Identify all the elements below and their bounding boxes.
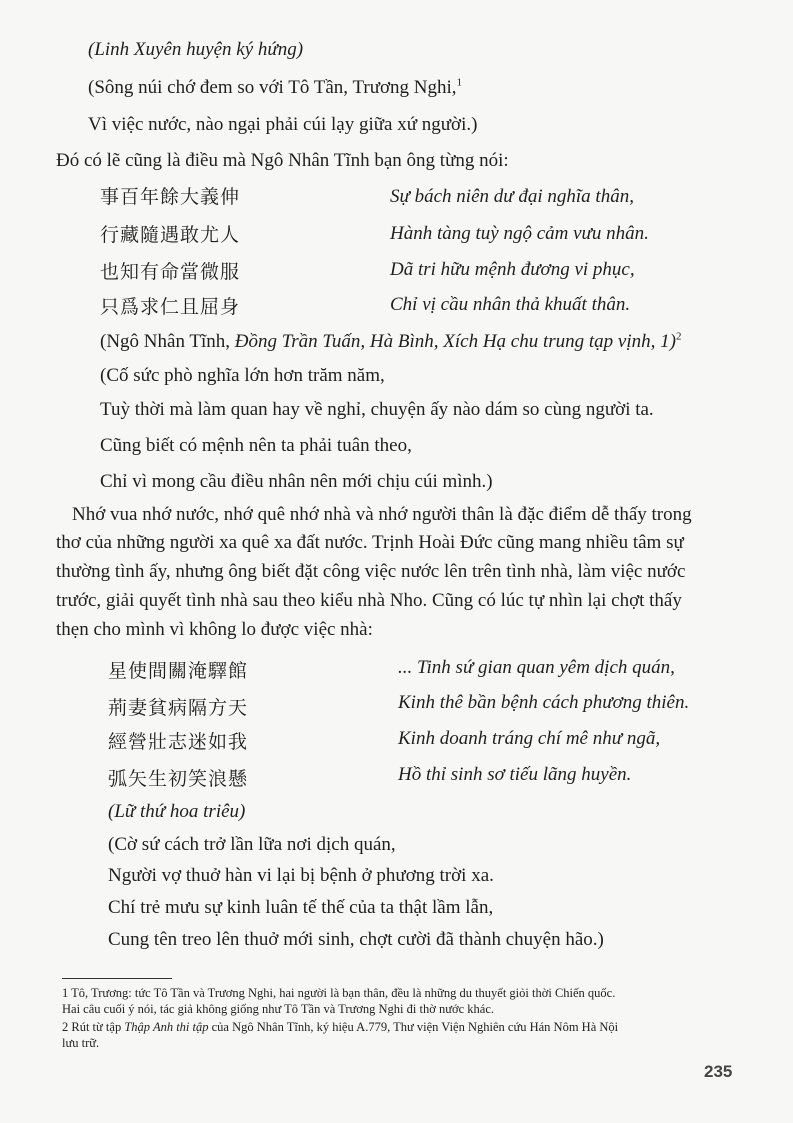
footnote-1-cont: Hai câu cuối ý nói, tác giả không giống như Tô Tần và Trương Nghi đi thờ nước khác. [62,1002,494,1016]
footnote-2 [62,1019,618,1035]
transliteration-verse: Dã tri hữu mệnh đương vi phục, [390,259,635,280]
footnote-ref: 2 [675,330,682,343]
source-title: Đồng Trần Tuấn, Hà Bình, Xích Hạ chu trung tạp vịnh, 1) [234,331,676,352]
transliteration-verse: Sự bách niên dư đại nghĩa thân, [390,186,634,207]
page-number: 235 [704,1062,733,1081]
translation-line: (Cố sức phò nghĩa lớn hơn trăm năm, [100,365,385,386]
translation-line: Cũng biết có mệnh nên ta phải tuân theo, [100,435,412,456]
body-text: trước, giải quyết tình nhà sau theo kiểu nhà Nho. Cũng có lúc tự nhìn lại chợt thấy [56,590,682,611]
transliteration-verse: Hành tàng tuỳ ngộ cảm vưu nhân. [390,223,649,244]
footnote-divider [62,978,172,979]
translation-line: Người vợ thuở hàn vi lại bị bệnh ở phương trời xa. [108,865,494,886]
translation-text: (Sông núi chớ đem so với Tô Tần, Trương Nghi, [88,77,457,98]
source-author: (Ngô Nhân Tĩnh, [100,331,235,352]
poem-source [100,330,681,354]
han-verse: 經營壯志迷如我 [108,732,249,753]
translation-line: Chí trẻ mưu sự kinh luân tế thế của ta thật lầm lẫn, [108,897,494,918]
body-text: Nhớ vua nhớ nước, nhớ quê nhớ nhà và nhớ người thân là đặc điểm dễ thấy trong [72,504,692,525]
footnote-1: 1 Tô, Trương: tức Tô Tần và Trương Nghi, hai người là bạn thân, đều là những du thuyết giỏi thời Chiến quốc. [62,986,616,1000]
transliteration-verse: ... Tinh sứ gian quan yêm dịch quán, [398,657,675,678]
translation-line: Chỉ vì mong cầu điều nhân nên mới chịu cúi mình.) [100,471,493,492]
transliteration-verse: Chỉ vị cầu nhân thả khuất thân. [390,294,631,315]
translation-line: Cung tên treo lên thuở mới sinh, chợt cười đã thành chuyện hão.) [108,929,604,950]
poem-source-title: (Linh Xuyên huyện ký hứng) [88,39,304,60]
footnote-text: 2 Rút từ tập [62,1020,125,1034]
translation-line: Tuỳ thời mà làm quan hay về nghỉ, chuyện ấy nào dám so cùng người ta. [100,399,654,420]
body-text: Đó có lẽ cũng là điều mà Ngô Nhân Tĩnh bạn ông từng nói: [56,150,509,171]
han-verse: 荊妻貧病隔方天 [108,698,249,719]
han-verse: 事百年餘大義伸 [100,187,241,208]
poem-source-title: (Lữ thứ hoa triêu) [108,801,246,822]
transliteration-verse: Hồ thỉ sinh sơ tiếu lãng huyền. [398,764,632,785]
han-verse: 也知有命當微服 [100,262,241,283]
transliteration-verse: Kinh thê bần bệnh cách phương thiên. [398,692,690,713]
footnote-2-cont: lưu trữ. [62,1036,100,1050]
han-verse: 弧矢生初笑浪懸 [108,769,249,790]
body-text: thường tình ấy, nhưng ông biết đặt công việc nước lên trên tình nhà, làm việc nước [56,561,686,582]
footnote-text: của Ngô Nhân Tĩnh, ký hiệu A.779, Thư viện Viện Nghiên cứu Hán Nôm Hà Nội [208,1020,619,1034]
han-verse: 星使間關淹驛館 [108,661,249,682]
footnote-ref: 1 [456,76,463,89]
body-text: thẹn cho mình vì không lo được việc nhà: [56,619,373,640]
han-verse: 只爲求仁且屈身 [100,297,241,318]
translation-line: (Cờ sứ cách trở lần lữa nơi dịch quán, [108,834,396,855]
translation-line [88,76,462,100]
body-text: thơ của những người xa quê xa đất nước. Trịnh Hoài Đức cũng mang nhiều tâm sự [56,532,684,553]
han-verse: 行藏隨遇敢尤人 [100,225,241,246]
transliteration-verse: Kinh doanh tráng chí mê như ngã, [398,728,661,749]
footnote-book-title: Thập Anh thi tập [124,1020,209,1034]
translation-line: Vì việc nước, nào ngại phải cúi lạy giữa xứ người.) [88,114,478,135]
